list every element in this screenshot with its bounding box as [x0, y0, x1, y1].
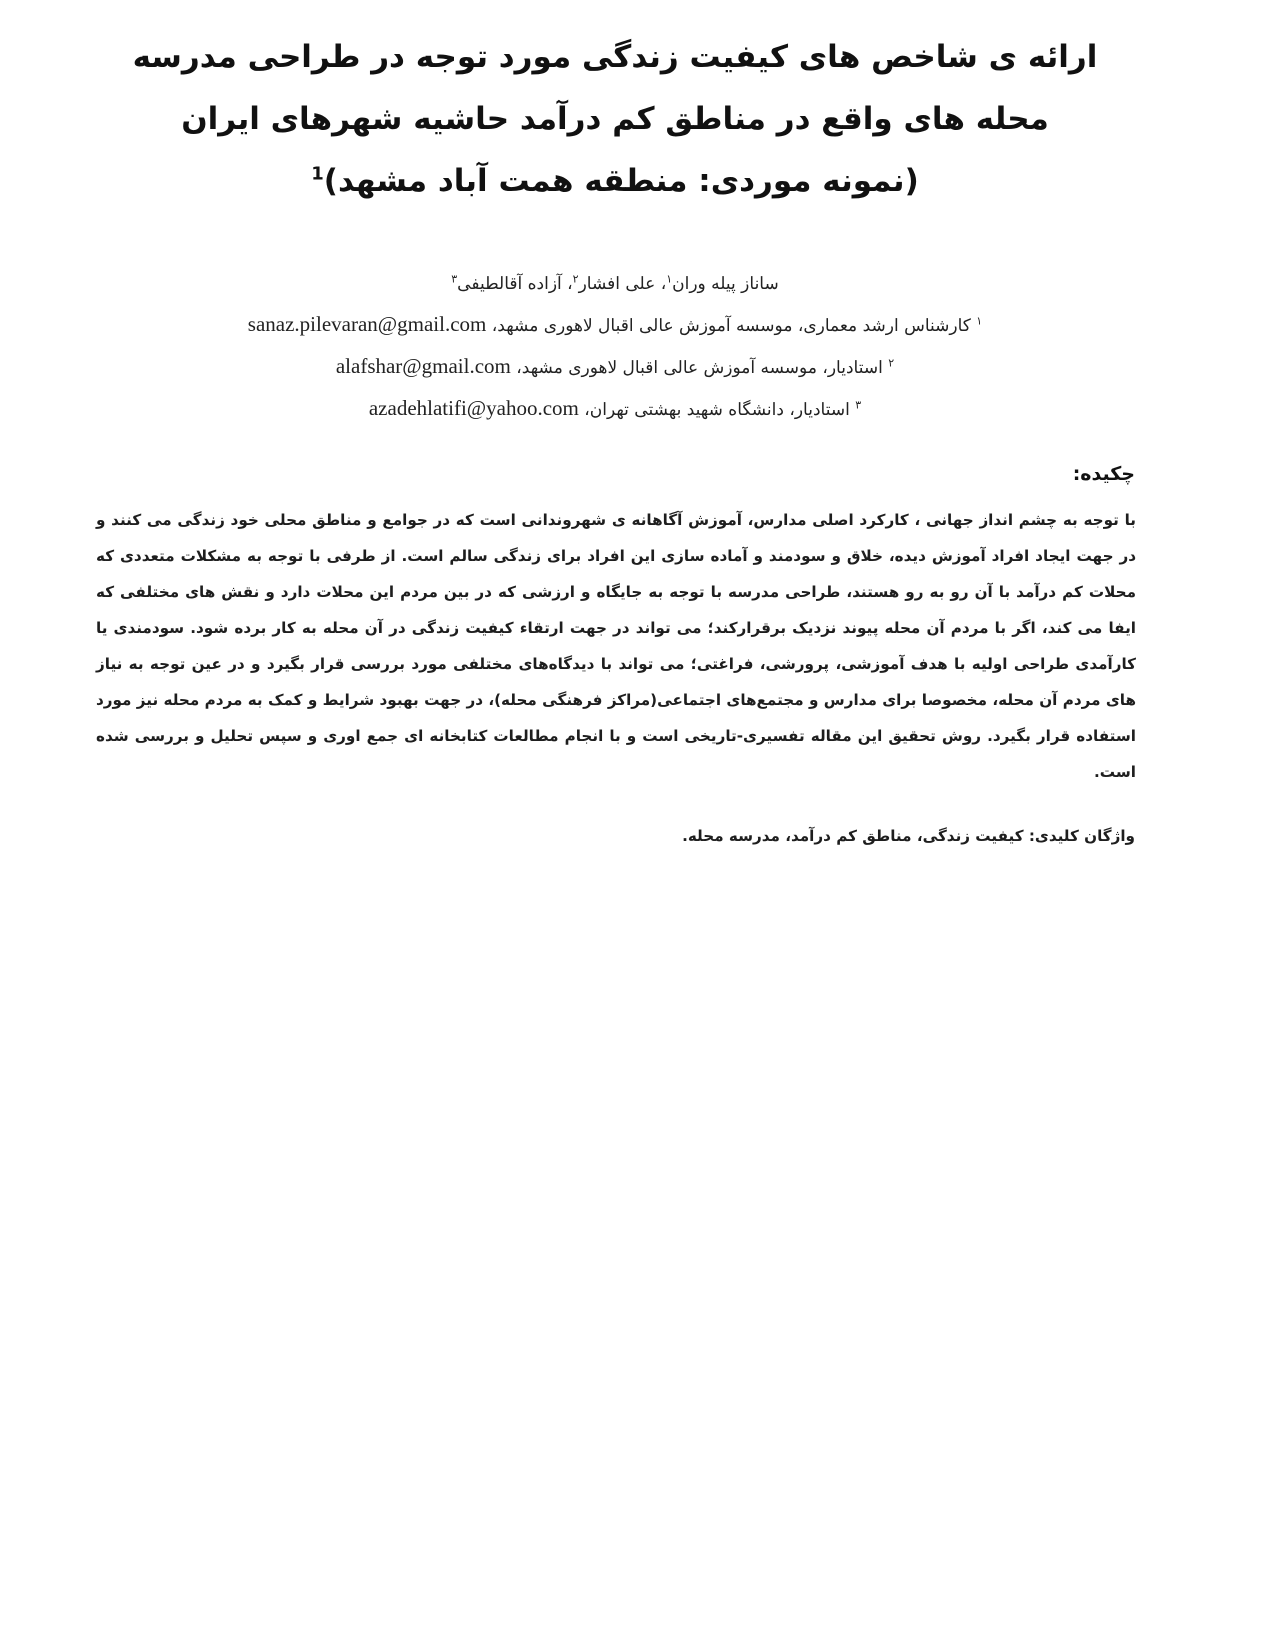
affiliation-text-1: کارشناس ارشد معماری، موسسه آموزش عالی اقبال لاهوری مشهد، [486, 316, 971, 336]
affiliation-text-2: استادیار، موسسه آموزش عالی اقبال لاهوری مشهد، [510, 358, 883, 378]
affiliation-3 [95, 388, 1135, 430]
affiliation-mark-1: ۱ [976, 314, 983, 328]
author-mark-3: ۳ [451, 272, 458, 286]
affiliation-2 [95, 346, 1135, 388]
author-mark-1: ۱ [666, 272, 673, 286]
author-names [95, 264, 1135, 304]
author-sep-1: ، [655, 274, 667, 294]
title-line-1: ارائه ی شاخص های کیفیت زندگی مورد توجه در طراحی مدرسه [132, 39, 1098, 75]
title-line-3-text: (نمونه موردی: منطقه همت آباد مشهد) [323, 163, 919, 199]
affiliation-1 [95, 304, 1135, 346]
author-name-2: علی افشار [578, 274, 656, 294]
keywords-line [95, 827, 1135, 845]
email-link-1[interactable]: sanaz.pilevaran@gmail.com [247, 312, 487, 336]
email-link-2[interactable]: alafshar@gmail.com [335, 354, 511, 378]
affiliation-text-3: استادیار، دانشگاه شهید بهشتی تهران، [578, 400, 850, 420]
title-footnote-mark: 1 [311, 163, 324, 185]
title-line-3 [95, 150, 1135, 212]
keywords-text: کیفیت زندگی، مناطق کم درآمد، مدرسه محله. [682, 827, 1029, 845]
author-mark-2: ۲ [572, 272, 579, 286]
author-name-3: آزاده آقالطیفی [457, 274, 562, 294]
affiliation-mark-2: ۲ [888, 356, 895, 370]
email-link-3[interactable]: azadehlatifi@yahoo.com [368, 396, 579, 420]
abstract-body: با توجه به چشم انداز جهانی ، کارکرد اصلی مدارس، آموزش آگاهانه ی شهروندانی است که در جوامع و مناطق محلی خود زندگی می کنند و در جهت ایجاد افراد آموزش دیده، خلاق و سودمند و آماده سازی این افراد برای زندگی سالم است. از طرفی با توجه به مشکلات متعددی که محلات کم درآمد با آن رو به رو هستند، طراحی مدرسه با توجه به جایگاه و ارزشی که در بین مردم این محلات دارد و نقش های مختلفی که ایفا می کند، اگر با مردم آن محله پیوند نزدیک برقرارکند؛ می تواند در جهت ارتقاء کیفیت زندگی در آن محله به کار برده شود. سودمندی یا کارآمدی طراحی اولیه با هدف آموزشی، پرورشی، فراغتی؛ می تواند با دیدگاه‌های مختلفی مورد بررسی قرار بگیرد و در عین توجه به نیاز های مردم آن محله، مخصوصا برای مدارس و مجتمع‌های اجتماعی(مراکز فرهنگی محله)، در جهت بهبود شرایط و کمک به مردم محله نیز مورد استفاده قرار بگیرد. روش تحقیق این مقاله تفسیری-تاریخی است و با انجام مطالعات کتابخانه ای جمع اوری و سپس تحلیل و بررسی شده است. [96, 511, 1136, 781]
paper-title [95, 26, 1135, 212]
author-sep-2: ، [561, 274, 573, 294]
abstract-heading: چکیده: [1072, 463, 1135, 485]
keywords-label: واژگان کلیدی: [1028, 827, 1135, 845]
author-name-1: ساناز پیله وران [672, 274, 779, 294]
title-line-2: محله های واقع در مناطق کم درآمد حاشیه شهرهای ایران [181, 101, 1049, 137]
affiliation-mark-3: ۳ [855, 398, 862, 412]
authors-block [95, 264, 1135, 430]
